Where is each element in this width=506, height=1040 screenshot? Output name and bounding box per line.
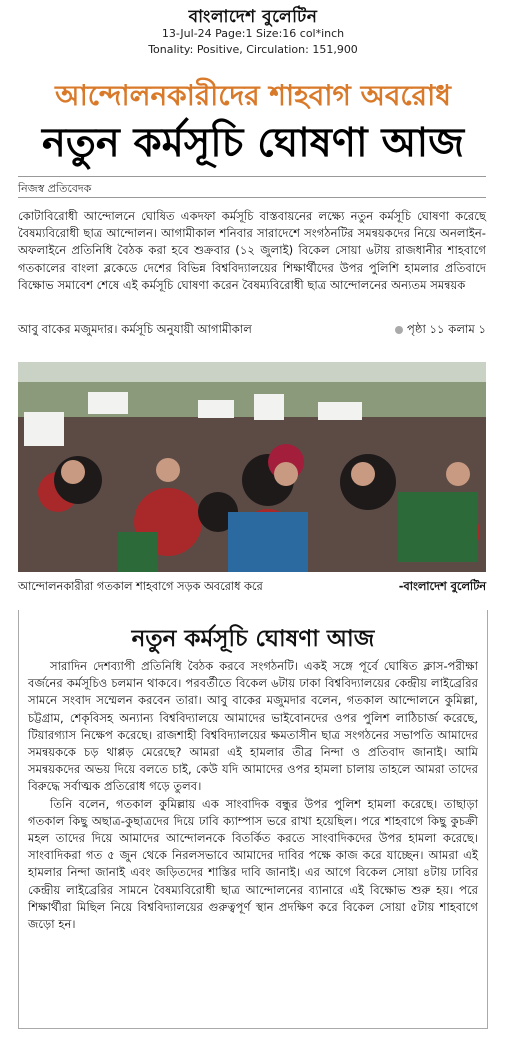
continuation-body: [28, 658, 478, 933]
body-paragraph: সারাদিন দেশব্যাপী প্রতিনিধি বৈঠক করবে সংগঠনটি। একই সঙ্গে পূর্বে ঘোষিত ক্লাস-পরীক্ষা বর্জনের কর্মসূচিও চলমান থাকবে। পরবর্তীতে বিকেল ৬টায় ঢাকা বিশ্ববিদ্যালয়ের কেন্দ্রীয় লাইব্রেরির সামনে সংবাদ সম্মেলন করবেন তারা। আবু বাকের মজুমদার বলেন, গতকাল আন্দোলনে কুমিল্লা, চট্টগ্রাম, শেকৃবিসহ অন্যান্য বিশ্ববিদ্যালয়ে আমাদের ভাইবোনদের ওপর পুলিশ লাঠিচার্জ করেছে, টিয়ারগ্যাস নিক্ষেপ করেছে। রাজশাহী বিশ্ববিদ্যালয়ের ক্ষমতাসীন ছাত্র সংগঠনের সভাপতি আমাদের সমন্বয়ককে চড় থাপ্পড় মেরেছে? আমরা এই হামলার তীব্র নিন্দা ও প্রতিবাদ জানাই। আমি সমন্বয়কদের অভয় দিয়ে বলতে চাই, কেউ যদি আমাদের ওপর হামলা চালায় তাহলে আমরা তাদের বিরুদ্ধে সর্বাত্মক প্রতিরোধ গড়ে তুলব।: [28, 659, 478, 794]
body-paragraph: তিনি বলেন, গতকাল কুমিল্লায় এক সাংবাদিক বন্ধুর উপর পুলিশ হামলা করেছে। তাছাড়া গতকাল কিছু অছাত্র-কুছাত্রদের দিয়ে ঢাবি ক্যাম্পাস ভরে রাখা হয়েছিল। পরে শাহবাগে কিছু কুচক্রী মহল তাদের দিয়ে আমাদের আন্দোলনকে বিতর্কিত করতে সাংবাদিকদের উপর হামলা করেছে। সাংবাদিকরা গত ৫ জুন থেকে নিরলসভাবে আমাদের দাবির পক্ষে কাজ করে যাচ্ছেন। আমরা এই হামলার নিন্দা জানাই এবং জড়িতদের শাস্তির দাবি জানাই। এর আগে বিকেল সোয়া ৪টায় ঢাবির কেন্দ্রীয় লাইব্রেরির সামনে বৈষম্যবিরোধী ছাত্র আন্দোলনের ব্যানারে এই বিক্ষোভ শুরু হয়। পরে শিক্ষার্থীরা মিছিল নিয়ে বিশ্ববিদ্যালয়ের গুরুত্বপূর্ণ স্থান প্রদক্ষিণ করে বিকেল সোয়া ৫টায় শাহবাগে জড়ো হন।: [28, 796, 478, 932]
protest-photo: [18, 362, 486, 572]
divider: [18, 176, 486, 177]
continued-label: পৃষ্ঠা ১১ কলাম ১: [407, 322, 486, 336]
photo-caption-row: [18, 578, 486, 597]
newspaper-masthead: বাংলাদেশ বুলেটিন: [188, 7, 318, 27]
article-lead: কোটাবিরোধী আন্দোলনে ঘোষিত একদফা কর্মসূচি বাস্তবায়নের লক্ষ্যে নতুন কর্মসূচি ঘোষণা করেছে বৈষম্যবিরোধী ছাত্র আন্দোলন। আগামীকাল শনিবার সারাদেশে সংগঠনটির সমন্বয়কদের নিয়ে অনলাইন-অফলাইনে প্রতিনিধি বৈঠক করা হবে শুক্রবার (১২ জুলাই) বিকেল সোয়া ৬টায় রাজধানীর শাহবাগে গতকালের বাংলা ব্লকেডে দেশের বিভিন্ন বিশ্ববিদ্যালয়ের শিক্ষার্থীদের উপর পুলিশি হামলার প্রতিবাদে বিক্ষোভ সমাবেশ শেষে এই কর্মসূচি ঘোষণা করেন বৈষম্যবিরোধী ছাত্র আন্দোলনের অন্যতম সমন্বয়ক: [18, 209, 486, 292]
divider: [18, 197, 486, 198]
continued-note: [395, 321, 486, 340]
bullet-icon: [395, 326, 403, 334]
article-byline: নিজস্ব প্রতিবেদক: [18, 182, 92, 195]
article-kicker: আন্দোলনকারীদের শাহবাগ অবরোধ: [55, 79, 451, 112]
clip-meta-line: 13-Jul-24 Page:1 Size:16 col*inch: [161, 27, 345, 40]
photo-caption: আন্দোলনকারীরা গতকাল শাহবাগে সড়ক অবরোধ করে: [18, 580, 263, 593]
clip-meta-tonality: Tonality: Positive, Circulation: 151,900: [148, 43, 358, 56]
article-headline: নতুন কর্মসূচি ঘোষণা আজ: [41, 120, 464, 166]
protest-photo-image: [18, 362, 486, 572]
continuation-headline: নতুন কর্মসূচি ঘোষণা আজ: [131, 626, 375, 652]
lead-last-line: [18, 321, 486, 340]
photo-credit: -বাংলাদেশ বুলেটিন: [398, 580, 486, 593]
lead-last-text: আবু বাকের মজুমদার। কর্মসূচি অনুযায়ী আগামীকাল: [18, 322, 252, 336]
